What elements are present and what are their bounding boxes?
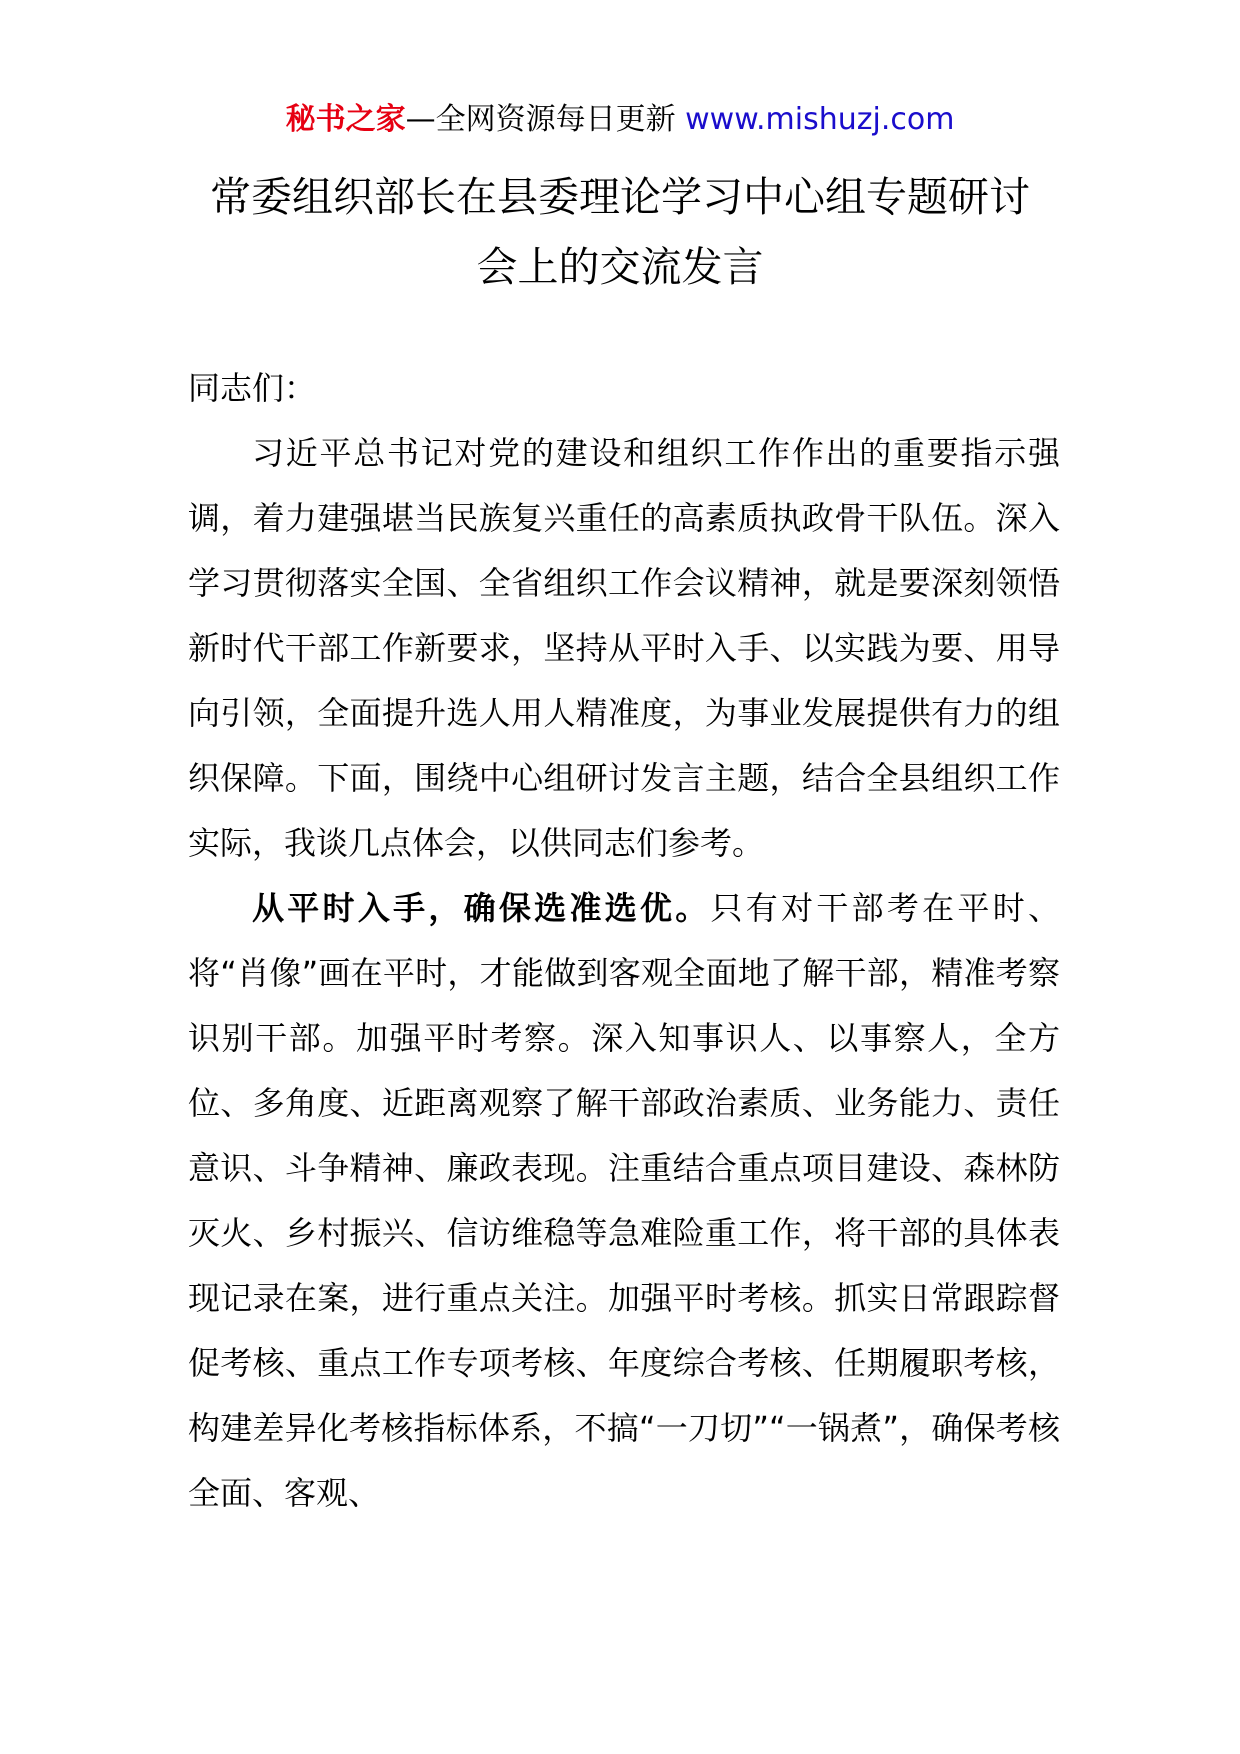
section-body: 只有对干部考在平时、将“肖像”画在平时，才能做到客观全面地了解干部，精准考察识别干部。加强平时考察。深入知事识人、以事察人，全方位、多角度、近距离观察了解干部政治素质、业务能力、责任意识、斗争精神、廉政表现。注重结合重点项目建设、森林防灭火、乡村振兴、信访维稳等急难险重工作，将干部的具体表现记录在案，进行重点关注。加强平时考核。抓实日常跟踪督促考核、重点工作专项考核、年度综合考核、任期履职考核，构建差异化考核指标体系，不搞“一刀切”“一锅煮”，确保考核全面、客观、: [188, 889, 1060, 1512]
document-body: [188, 356, 1060, 1526]
site-header: [0, 100, 1240, 140]
section-heading: 从平时入手，确保选准选优。: [252, 889, 711, 927]
site-url-link[interactable]: www.mishuzj.com: [685, 102, 955, 137]
document-title: 常委组织部长在县委理论学习中心组专题研讨会上的交流发言: [210, 173, 1030, 291]
brand-name: 秘书之家: [285, 102, 406, 137]
paragraph-intro: 习近平总书记对党的建设和组织工作作出的重要指示强调，着力建强堪当民族复兴重任的高素质执政骨干队伍。深入学习贯彻落实全国、全省组织工作会议精神，就是要深刻领悟新时代干部工作新要求，坚持从平时入手、以实践为要、用导向引领，全面提升选人用人精准度，为事业发展提供有力的组织保障。下面，围绕中心组研讨发言主题，结合全县组织工作实际，我谈几点体会，以供同志们参考。: [188, 434, 1060, 862]
header-tagline: —全网资源每日更新: [405, 102, 686, 137]
salutation: 同志们：: [188, 369, 317, 407]
paragraph-section-1: [188, 876, 1060, 1526]
